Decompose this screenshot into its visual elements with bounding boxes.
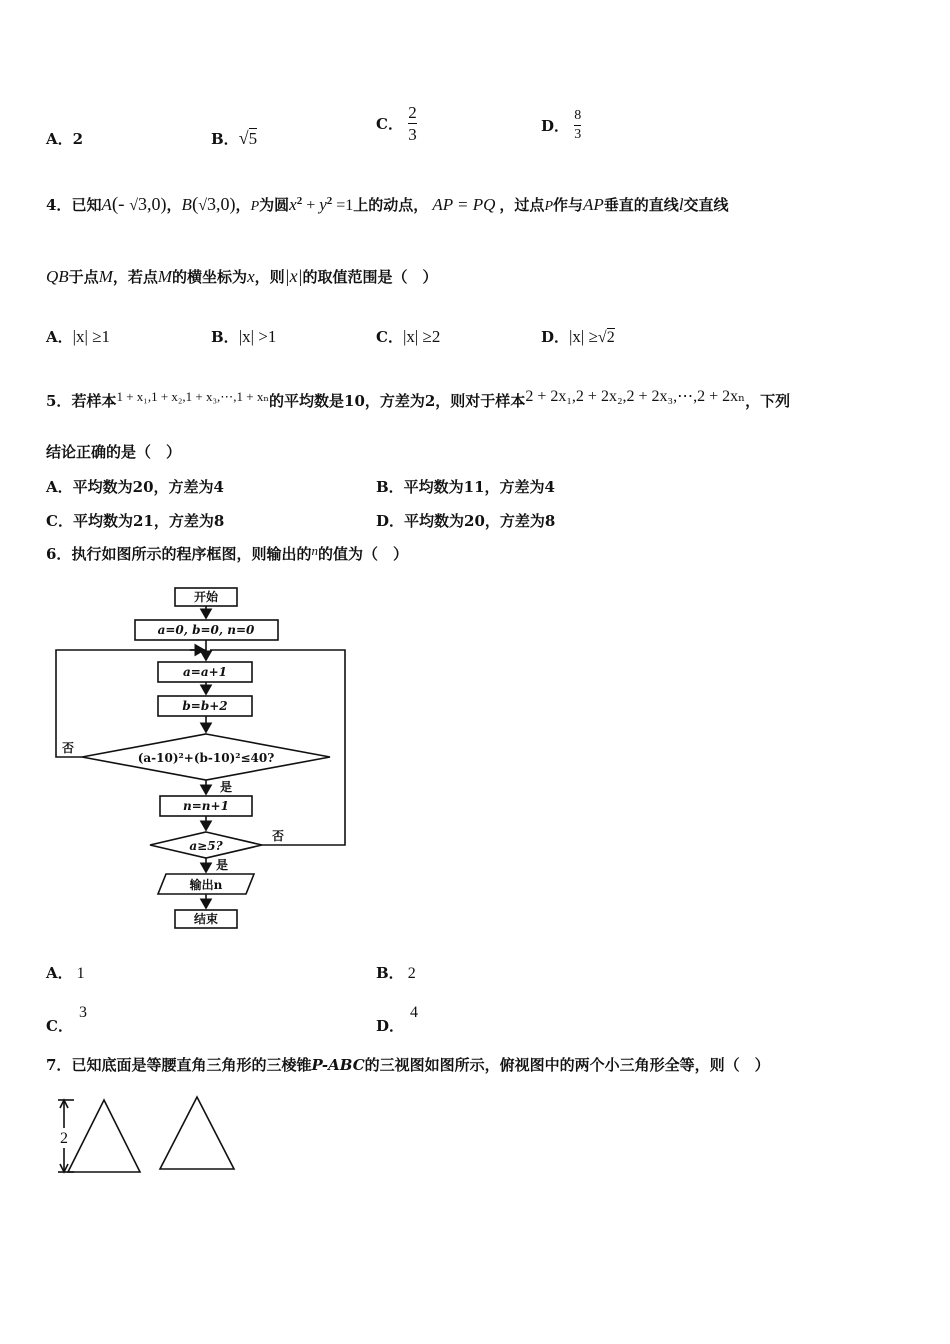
- q5-option-d: D．平均数为20，方差为8: [376, 512, 556, 530]
- q5-option-a: A．平均数为20，方差为4: [46, 478, 224, 496]
- q4-stem-line1: 4．已知A(- √3,0)，B(√3,0)，P为圆$x^2 + y^2 =1$上的动点， AP = PQ ，过点P作与AP垂直的直线l交直线: [46, 194, 729, 215]
- q4-stem-line2: QB于点M，若点M的横坐标为x，则|x|的取值范围是（ ）: [46, 266, 438, 286]
- flow-end-label: 结束: [193, 912, 219, 926]
- q4-option-b: B．|x| >1: [211, 327, 277, 346]
- flow-no1-label: 否: [61, 741, 75, 755]
- q5-option-c: C．平均数为21，方差为8: [46, 512, 225, 530]
- q7-height-label: 2: [60, 1130, 68, 1147]
- q5-stem-line2: 结论正确的是（ ）: [46, 443, 182, 461]
- q5-option-b: B．平均数为11，方差为4: [376, 478, 555, 496]
- flow-step-a-label: a=a+1: [182, 665, 228, 679]
- q3-option-d: D． $\frac{8}{3}$: [541, 108, 582, 142]
- q6-option-c: C．3: [46, 1004, 87, 1035]
- q4-option-a: A．|x| ≥1: [46, 327, 111, 346]
- flow-step-n-label: n=n+1: [183, 799, 229, 813]
- q7-three-views: [52, 1092, 242, 1178]
- flow-yes2-label: 是: [216, 858, 229, 872]
- flow-output-label: 输出n: [189, 878, 223, 892]
- q5-stem-line1: 5．若样本1 + x₁,1 + x₂,1 + x₃,⋯,1 + xₙ的平均数是10，方差为2，则对于样本2 + 2x₁,2 + 2x₂,2 + 2x₃,⋯,2 + 2xₙ，下列: [46, 388, 791, 410]
- flow-no2-label: 否: [272, 829, 285, 843]
- q3-option-c: C． $\frac{2}{3}$: [376, 103, 417, 144]
- q6-option-b: B． 2: [376, 964, 416, 982]
- flow-yes1-label: 是: [220, 780, 233, 794]
- flow-step-b-label: b=b+2: [182, 699, 228, 713]
- q6-option-a: A． 1: [46, 964, 85, 982]
- q7-stem: 7．已知底面是等腰直角三角形的三棱锥P-ABC的三视图如图所示，俯视图中的两个小三角形全等，则（ ）: [46, 1056, 770, 1074]
- flow-cond2-label: a≥5?: [189, 839, 223, 853]
- flow-init-label: a=0, b=0, n=0: [157, 623, 255, 637]
- q4-option-c: C．|x| ≥2: [376, 327, 441, 346]
- q6-flowchart: [50, 582, 360, 932]
- flow-start-label: 开始: [193, 590, 219, 604]
- q7-side-view-triangle: [160, 1097, 234, 1169]
- q3-option-b: B．√5: [211, 128, 258, 148]
- q7-front-view-triangle: [68, 1100, 140, 1172]
- q4-option-d: D．|x| ≥√2: [541, 327, 615, 346]
- q6-stem: 6．执行如图所示的程序框图，则输出的n的值为（ ）: [46, 543, 408, 563]
- q6-option-d: D．4: [376, 1004, 419, 1035]
- flow-cond1-label: (a-10)²+(b-10)²≤40?: [137, 751, 275, 765]
- q3-option-a: A．2: [46, 130, 84, 148]
